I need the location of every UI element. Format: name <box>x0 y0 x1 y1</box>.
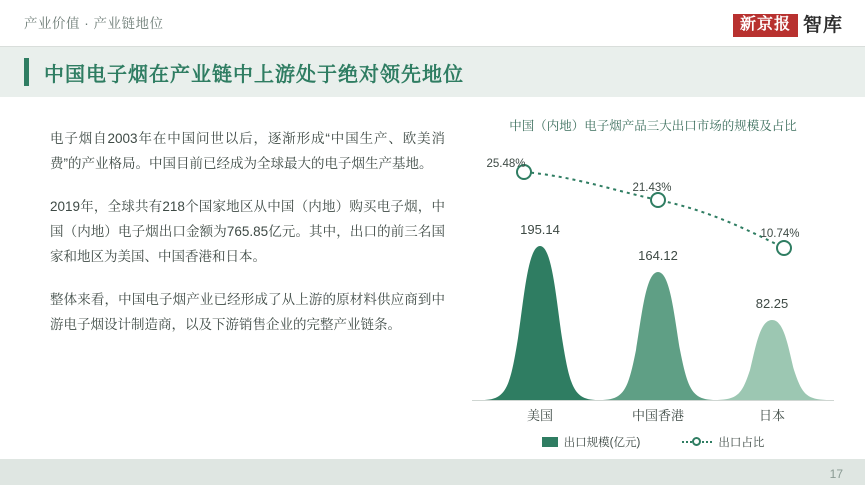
brand-logo <box>733 14 843 37</box>
page-title: 中国电子烟在产业链中上游处于绝对领先地位 <box>44 64 464 86</box>
logo-dark-text: 智库 <box>802 15 843 36</box>
bar-value-0: 195.14 <box>520 222 560 237</box>
logo-red-text: 新京报 <box>733 14 798 37</box>
trend-marker-2 <box>777 241 791 255</box>
footer-bar <box>0 459 865 485</box>
chart-axis-line <box>472 400 834 401</box>
bar-value-2: 82.25 <box>755 296 789 311</box>
chart-canvas <box>462 138 844 428</box>
legend-line-icon <box>682 437 712 447</box>
body-text-column <box>50 126 445 355</box>
breadcrumb: 产业价值 · 产业链地位 <box>24 16 164 31</box>
title-accent-bar <box>24 58 29 86</box>
category-label-2: 日本 <box>758 408 785 423</box>
paragraph-2: 2019年，全球共有218个国家地区从中国（内地）购买电子烟，中国（内地）电子烟出口金额为765.85亿元。其中，出口的前三名国家和地区为美国、中国香港和日本。 <box>50 199 445 264</box>
bar-area-0 <box>482 246 598 400</box>
chart-legend <box>462 434 844 450</box>
bar-area-1 <box>600 272 716 400</box>
trend-marker-1 <box>651 193 665 207</box>
trend-label-0: 25.48% <box>486 158 526 170</box>
paragraph-3: 整体来看，中国电子烟产业已经形成了从上游的原材料供应商到中游电子烟设计制造商，以及下游销售企业的完整产业链条。 <box>50 292 445 332</box>
category-axis-labels <box>462 405 844 427</box>
category-label-0: 美国 <box>526 408 553 423</box>
page-number: 17 <box>829 467 843 481</box>
paragraph-1: 电子烟自2003年在中国问世以后，逐渐形成“中国生产、欧美消费”的产业格局。中国目前已经成为全球最大的电子烟生产基地。 <box>50 131 445 171</box>
chart-title: 中国（内地）电子烟产品三大出口市场的规模及占比 <box>509 119 797 133</box>
trend-label-2: 10.74% <box>760 228 800 240</box>
bar-area-2 <box>714 320 830 400</box>
bar-value-1: 164.12 <box>638 248 678 263</box>
trend-label-1: 21.43% <box>632 182 672 194</box>
legend-swatch-icon <box>542 437 558 447</box>
legend-label-bar: 出口规模(亿元) <box>563 437 641 449</box>
legend-item-line <box>682 434 764 450</box>
chart-panel <box>462 108 844 460</box>
legend-label-line: 出口占比 <box>718 437 765 449</box>
legend-item-bar <box>542 434 641 450</box>
category-label-1: 中国香港 <box>631 408 684 423</box>
